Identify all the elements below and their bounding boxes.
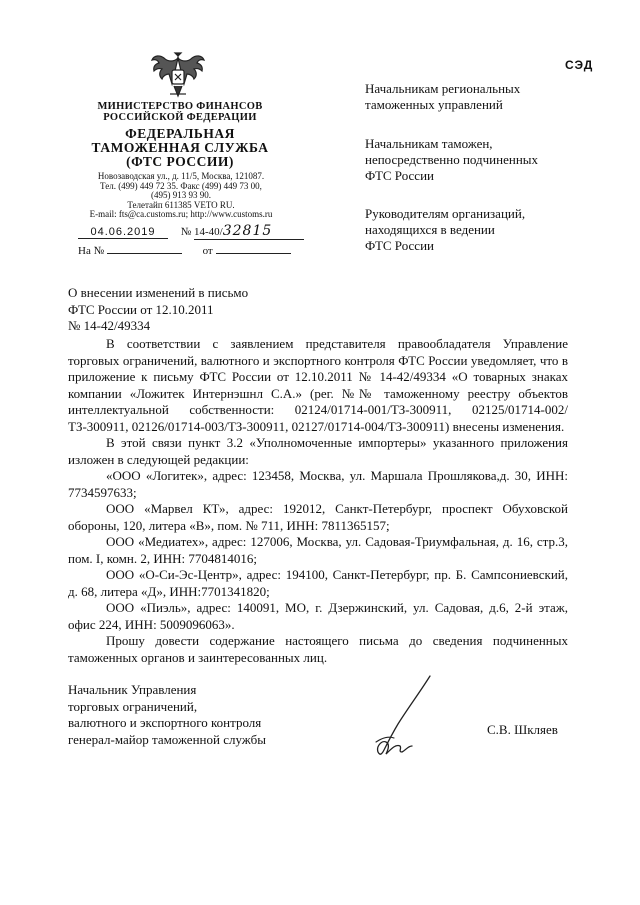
- letter-number-handwritten: 32815: [222, 223, 273, 239]
- addressee-regional: [365, 81, 520, 113]
- registration-row: [78, 223, 304, 240]
- service-line: ТАМОЖЕННАЯ СЛУЖБА: [91, 140, 269, 155]
- contact-info: [72, 172, 290, 220]
- signatory-position: [68, 682, 266, 748]
- ref-number-blank: [107, 253, 182, 254]
- addressee-customs: [365, 136, 538, 184]
- addressee-line: Начальникам таможен,: [365, 136, 493, 151]
- ref-number-label: На №: [78, 245, 105, 257]
- addressee-line: непосредственно подчиненных: [365, 152, 539, 167]
- position-line: генерал-майор таможенной службы: [68, 731, 266, 747]
- position-line: Начальник Управления: [68, 682, 197, 697]
- contact-line: Новозаводская ул., д. 11/5, Москва, 121087.: [97, 171, 265, 181]
- contact-line: Тел. (499) 449 72 35. Факс (499) 449 73 00,: [100, 180, 262, 191]
- service-line: (ФТС РОССИИ): [126, 154, 234, 169]
- service-name: [70, 127, 290, 169]
- importer-item: ООО «Пиэль», адрес: 140091, МО, г. Дзержинский, ул. Садовая, д.6, 2-й этаж, офис 224, ИНН: 5009096063».: [68, 600, 568, 632]
- importer-item: «ООО «Логитек», адрес: 123458, Москва, ул. Маршала Прошлякова,д. 30, ИНН: 7734597633;: [68, 468, 568, 500]
- importer-item: ООО «Марвел КТ», адрес: 192012, Санкт-Петербург, проспект Обуховской обороны, 120, литера «В», пом. № 711, ИНН: 7811365157;: [68, 501, 568, 533]
- ref-date-blank: [216, 253, 291, 254]
- contact-line: E-mail: fts@ca.customs.ru; http://www.customs.ru: [89, 209, 273, 220]
- sed-stamp: СЭД: [565, 58, 594, 72]
- reference-row: [78, 245, 291, 257]
- ministry-line: МИНИСТЕРСТВО ФИНАНСОВ: [97, 101, 263, 112]
- contact-line: (495) 913 93 90.: [151, 190, 211, 201]
- ref-date-label: от: [202, 245, 213, 257]
- body-paragraph: В этой связи пункт 3.2 «Уполномоченные импортеры» указанного приложения изложен в следующей редакции:: [68, 435, 568, 467]
- handwritten-signature: [368, 672, 448, 762]
- subject-line: ФТС России от 12.10.2011: [68, 301, 214, 317]
- addressee-line: таможенных управлений: [365, 97, 503, 112]
- letter-number-typed: 14-40/: [194, 226, 223, 238]
- letter-number: [194, 223, 304, 240]
- body-paragraph: В соответствии с заявлением представителя правообладателя Управление торговых ограничений, валютного и экспортного контроля ФТС России уведомляет, что в приложение к письму ФТС России от 12.10.2011 № 14-42/49334 «О товарных знаках компании «Ложитек Интернэшнл С.А.» (рег. №№ таможенному реестру объектов интеллектуальной собственности: 02124/01714-001/ТЗ-300911, 02125/01714-002/ТЗ-300911, 02126/01714-003/ТЗ-300911, 02127/01714-004/ТЗ-300911) внесены изменения.: [68, 336, 568, 434]
- contact-line: Телетайп 611385 VETO RU.: [127, 199, 235, 210]
- addressee-line: Руководителям организаций,: [365, 206, 526, 221]
- ministry-line: РОССИЙСКОЙ ФЕДЕРАЦИИ: [103, 112, 257, 123]
- ministry-name: [70, 101, 290, 123]
- addressee-organizations: [365, 206, 525, 254]
- addressee-line: Начальникам региональных: [365, 81, 521, 96]
- letter-subject: [68, 285, 248, 335]
- position-line: валютного и экспортного контроля: [68, 715, 262, 730]
- importer-item: ООО «О-Си-Эс-Центр», адрес: 194100, Санкт-Петербург, пр. Б. Сампсониевский, д. 68, литера «Д», ИНН:7701341820;: [68, 567, 568, 599]
- letter-body: [68, 336, 568, 666]
- signatory-name: С.В. Шкляев: [487, 722, 558, 737]
- addressee-line: ФТС России: [365, 238, 434, 253]
- body-paragraph: Прошу довести содержание настоящего письма до сведения подчиненных таможенных органов и заинтересованных лиц.: [68, 633, 568, 665]
- importer-item: ООО «Медиатех», адрес: 127006, Москва, ул. Садовая-Триумфальная, д. 16, стр.3, пом. I, комн. 2, ИНН: 7704814016;: [68, 534, 568, 566]
- coat-of-arms-icon: [148, 50, 208, 102]
- subject-line: О внесении изменений в письмо: [68, 285, 249, 300]
- subject-line: № 14-42/49334: [68, 318, 151, 333]
- addressee-line: находящихся в ведении: [365, 222, 495, 237]
- letter-date: 04.06.2019: [78, 226, 168, 239]
- position-line: торговых ограничений,: [68, 698, 198, 714]
- addressee-line: ФТС России: [365, 168, 434, 183]
- service-line: ФЕДЕРАЛЬНАЯ: [125, 126, 235, 141]
- number-label: №: [180, 226, 192, 238]
